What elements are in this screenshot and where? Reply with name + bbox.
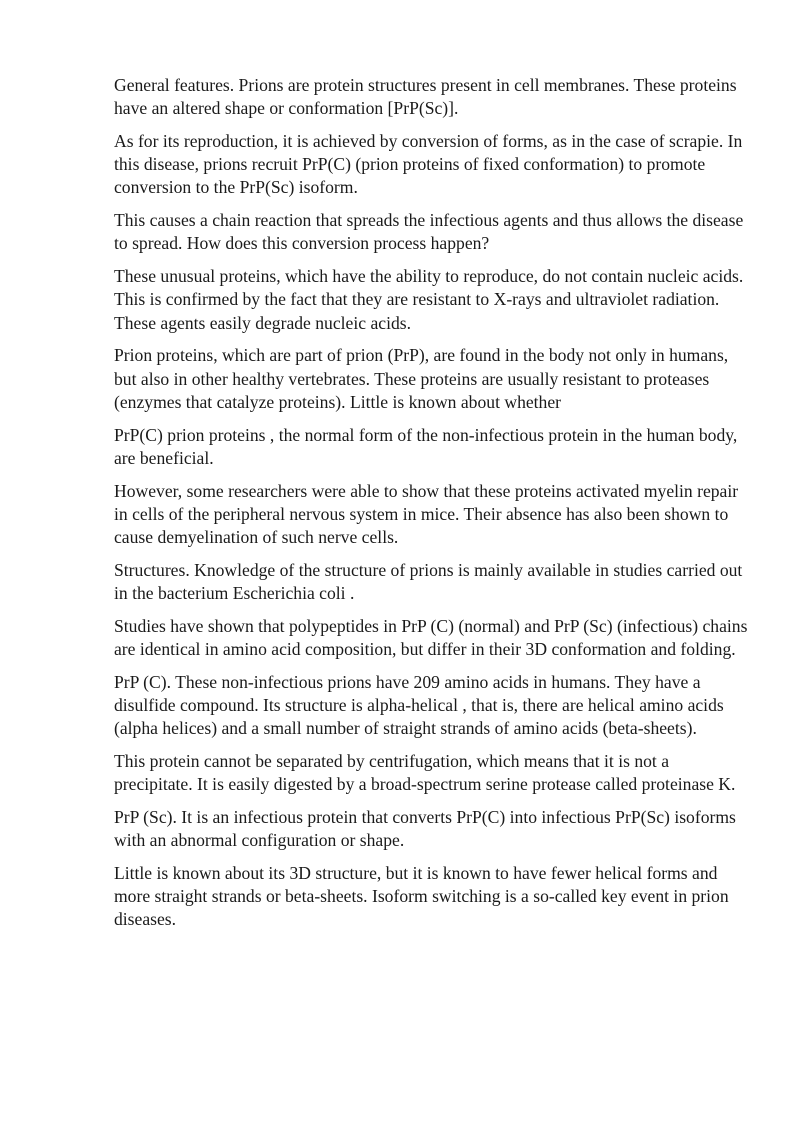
paragraph-prion-proteins: Prion proteins, which are part of prion (PrP), are found in the body not only in humans, but also in other healthy vertebrates. These proteins are usually resistant to proteases (enzymes that catalyze proteins). Little is known about whether — [114, 345, 729, 412]
paragraph-prpc-beneficial: PrP(C) prion proteins , the normal form of the non-infectious protein in the human body, are beneficial. — [114, 424, 738, 468]
paragraph-isoform-switching: Little is known about its 3D structure, but it is known to have fewer helical forms and more straight strands or beta-sheets. Isoform switching is a so-called key event in prion diseases. — [114, 863, 729, 930]
paragraph-structures: Structures. Knowledge of the structure of prions is mainly available in studies carried out in the bacterium Escherichia coli . — [114, 559, 743, 604]
paragraph-polypeptides: Studies have shown that polypeptides in PrP (C) (normal) and PrP (Sc) (infectious) chains are identical in amino acid composition, but differ in their 3D conformation and folding. — [114, 615, 748, 660]
paragraph-myelin-repair: However, some researchers were able to show that these proteins activated myelin repair in cells of the peripheral nervous system in mice. Their absence has also been shown to cause demyelination of such nerve cells. — [114, 480, 739, 548]
paragraph-centrifugation: This protein cannot be separated by centrifugation, which means that it is not a precipitate. It is easily digested by a broad-spectrum serine protease called proteinase K. — [114, 751, 736, 795]
paragraph-general-features: General features. Prions are protein structures present in cell membranes. These proteins have an altered shape or conformation [PrP(Sc)]. — [114, 75, 737, 119]
document-body — [114, 74, 750, 941]
paragraph-prpsc: PrP (Sc). It is an infectious protein that converts PrP(C) into infectious PrP(Sc) isoforms with an abnormal configuration or shape. — [114, 807, 736, 851]
paragraph-nucleic-acids: These unusual proteins, which have the ability to reproduce, do not contain nucleic acids. This is confirmed by the fact that they are resistant to X-rays and ultraviolet radiation. These agents easily degrade nucleic acids. — [114, 266, 744, 333]
paragraph-chain-reaction: This causes a chain reaction that spreads the infectious agents and thus allows the disease to spread. How does this conversion process happen? — [114, 210, 744, 254]
paragraph-reproduction: As for its reproduction, it is achieved by conversion of forms, as in the case of scrapie. In this disease, prions recruit PrP(C) (prion proteins of fixed conformation) to promote conversion to the PrP(Sc) isoform. — [114, 131, 743, 198]
paragraph-prpc-structure: PrP (C). These non-infectious prions have 209 amino acids in humans. They have a disulfide compound. Its structure is alpha-helical , that is, there are helical amino acids (alpha helices) and a small number of straight strands of amino acids (beta-sheets). — [114, 671, 724, 739]
